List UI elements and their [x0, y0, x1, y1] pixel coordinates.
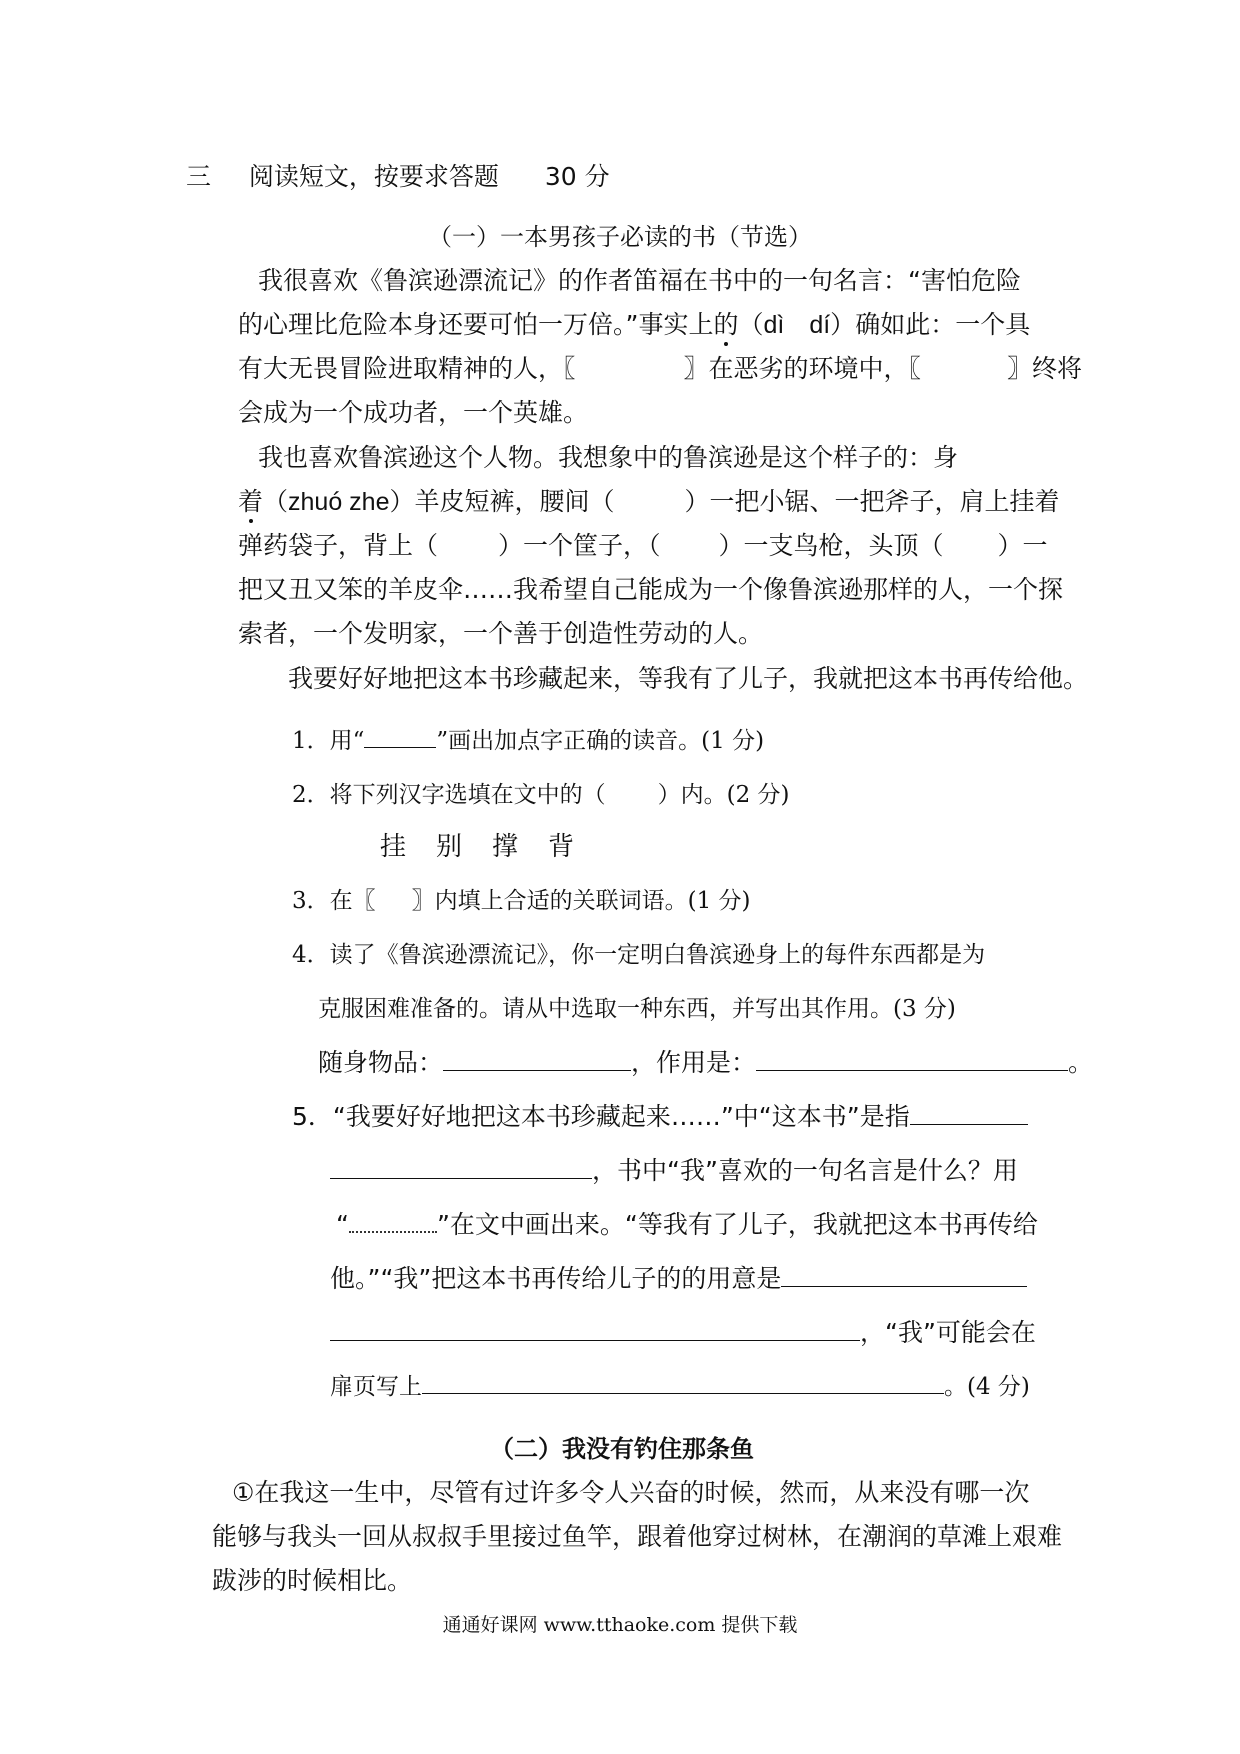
q5-text: 5．“我要好好地把这本书珍藏起来……”中“这本书”是指 [292, 1102, 910, 1131]
q5-blank-3[interactable] [781, 1285, 1027, 1287]
p2-line3-mid1: ）一个筐子，（ [498, 531, 661, 560]
p1-line3-end: 〗终将 [1007, 354, 1083, 383]
question-5-line2 [330, 1154, 1018, 1188]
p2-line5: 索者，一个发明家，一个善于创造性劳动的人。 [238, 619, 764, 648]
p2b-line2: 能够与我头一回从叔叔手里接过鱼竿，跟着他穿过树林，在潮润的草滩上艰难 [212, 1522, 1063, 1551]
char-option-4: 背 [548, 832, 575, 862]
question-5-line5 [330, 1316, 1036, 1350]
wavy-line-sample [349, 1230, 437, 1233]
p2-line2 [238, 485, 1060, 519]
p2b-line1: ①在我这一生中，尽管有过许多令人兴奋的时候，然而，从来没有哪一次 [232, 1478, 1030, 1507]
char-option-3: 撑 [492, 832, 519, 862]
q2-text: 2．将下列汉字选填在文中的（ [292, 782, 606, 808]
passage1-title: （一）一本男孩子必读的书（节选） [428, 223, 812, 251]
p2-line3 [238, 529, 1048, 563]
char-options [380, 830, 574, 864]
question-4-line2: 克服困难准备的。请从中选取一种东西，并写出其作用。(3 分) [318, 996, 956, 1022]
q5-line4-text: 他。”“我”把这本书再传给儿子的的用意是 [330, 1264, 782, 1293]
question-5-line1 [292, 1100, 1028, 1134]
question-2 [292, 778, 790, 812]
passage2-title: （二）我没有钓住那条鱼 [490, 1435, 754, 1463]
q5-blank-1[interactable] [910, 1123, 1028, 1125]
q5-line6-text: 扉页写上 [330, 1374, 422, 1400]
p1-line3-text: 有大无畏冒险进取精神的人，〖 [238, 354, 576, 383]
q1-underline-sample [364, 746, 436, 748]
p1-line4: 会成为一个成功者，一个英雄。 [238, 398, 589, 427]
q4-item-label: 随身物品： [318, 1048, 444, 1077]
q2-tail: ）内。(2 分) [657, 782, 790, 808]
q1-tail: ”画出加点字正确的读音。(1 分) [436, 728, 765, 754]
q5-line2-text: ，书中“我”喜欢的一句名言是什么？用 [592, 1156, 1018, 1185]
dotted-char-2: 着 [238, 487, 264, 516]
char-option-2: 别 [436, 832, 463, 862]
question-4-line1: 4．读了《鲁滨逊漂流记》，你一定明白鲁滨逊身上的每件东西都是为 [292, 942, 986, 968]
q5-quote-open: “ [336, 1210, 349, 1239]
p2-line3-mid2: ）一支鸟枪，头顶（ [718, 531, 944, 560]
p2-line3-text: 弹药袋子，背上（ [238, 531, 439, 560]
p2-line2-text: 羊皮短裤，腰间（ [414, 487, 615, 516]
q4-end: 。 [1068, 1048, 1094, 1077]
q1-text: 1．用“ [292, 728, 365, 754]
q3-tail: 〗内填上合适的关联词语。(1 分) [411, 888, 751, 914]
p1-line3 [238, 352, 1082, 386]
section-points: 30 分 [544, 162, 610, 191]
q4-use-label: ，作用是： [631, 1048, 757, 1077]
question-5-line6 [330, 1370, 1030, 1404]
question-3 [292, 884, 751, 918]
footer-credit: 通通好课网 www.tthaoke.com 提供下载 [442, 1614, 798, 1636]
q4-use-blank[interactable] [756, 1069, 1068, 1071]
q3-text: 3．在〖 [292, 888, 376, 914]
q5-line6-tail: 。(4 分) [944, 1374, 1030, 1400]
question-4-answer [318, 1046, 1093, 1080]
dotted-char: 的 [713, 310, 739, 339]
p1-line1: 我很喜欢《鲁滨逊漂流记》的作者笛福在书中的一句名言：“害怕危险 [258, 266, 1021, 295]
p1-line2-tail: 确如此：一个具 [855, 310, 1031, 339]
q4-item-blank[interactable] [443, 1069, 631, 1071]
section-title: 阅读短文，按要求答题 [248, 162, 499, 191]
pinyin-options-2: （zhuó zhe） [263, 488, 415, 516]
p2-line2-tail: ）一把小锯、一把斧子，肩上挂着 [684, 487, 1060, 516]
q5-blank-2[interactable] [330, 1177, 592, 1179]
q5-line3-text: ”在文中画出来。“等我有了儿子，我就把这本书再传给 [436, 1210, 1038, 1239]
p3-line: 我要好好地把这本书珍藏起来，等我有了儿子，我就把这本书再传给他。 [288, 664, 1089, 693]
section-number: 三 [186, 162, 212, 191]
question-5-line3 [336, 1208, 1038, 1242]
p2-line4: 把又丑又笨的羊皮伞……我希望自己能成为一个像鲁滨逊那样的人，一个探 [238, 575, 1064, 604]
p2-line1: 我也喜欢鲁滨逊这个人物。我想象中的鲁滨逊是这个样子的：身 [258, 443, 959, 472]
question-5-line4 [330, 1262, 1027, 1296]
char-option-1: 挂 [380, 832, 407, 862]
p1-line2 [238, 308, 1030, 342]
pinyin-options-1: （dì dí） [738, 311, 856, 339]
p2b-line3: 跋涉的时候相比。 [212, 1566, 413, 1595]
section-heading [186, 160, 610, 194]
q5-blank-5[interactable] [422, 1392, 944, 1394]
p1-line3-mid: 〗在恶劣的环境中，〖 [683, 354, 922, 383]
q5-line5-text: ，“我”可能会在 [860, 1318, 1036, 1347]
p1-line2-text: 的心理比危险本身还要可怕一万倍。”事实上 [238, 310, 714, 339]
q5-blank-4[interactable] [330, 1339, 860, 1341]
p2-line3-end: ）一 [997, 531, 1048, 560]
question-1 [292, 724, 764, 758]
